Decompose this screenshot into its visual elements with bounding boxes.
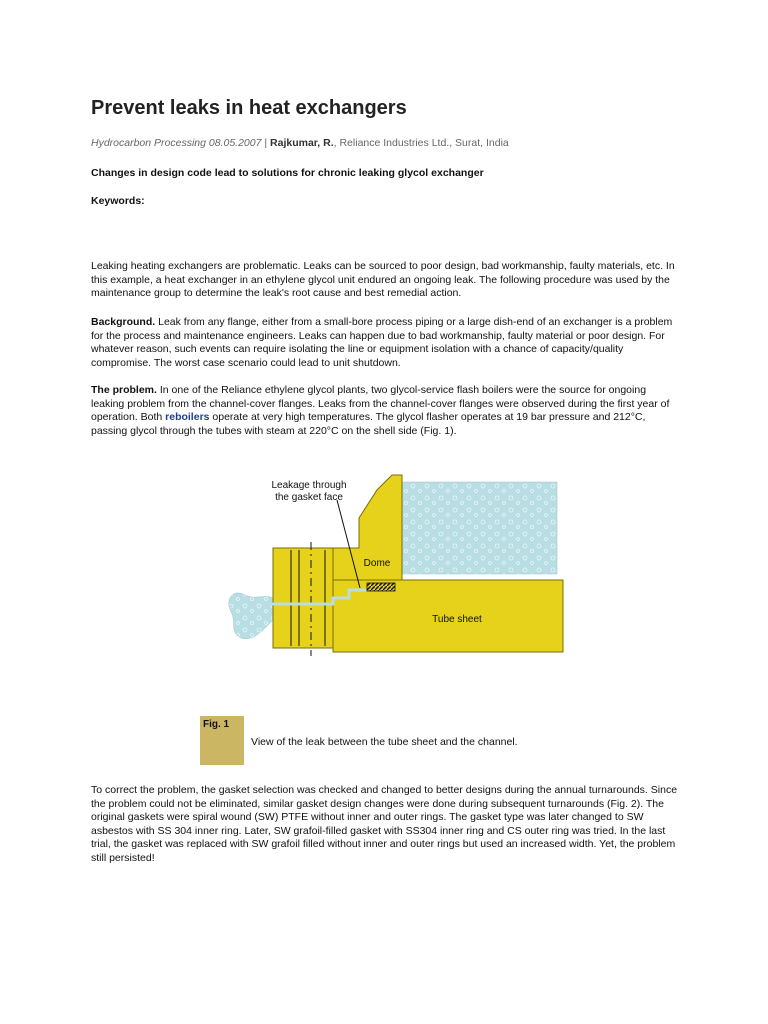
author-link[interactable]: Rajkumar, R. <box>270 137 334 149</box>
callout-line-2: the gasket face <box>275 492 343 503</box>
callout-line-1: Leakage through <box>271 480 347 491</box>
background-lead: Background. <box>91 316 156 328</box>
problem-body-1: In one of the Reliance ethylene glycol plants, two glycol-service flash boilers were the source for ongoing leaking problem from the channel-cover flanges. Leaks from the channel-cover flanges were observed during the first year of operation. Both <box>91 384 670 424</box>
leaking-fluid <box>229 593 273 639</box>
background-paragraph <box>91 316 681 370</box>
shell-fluid <box>402 482 557 574</box>
figure-label-box <box>200 716 244 765</box>
article-title: Prevent leaks in heat exchangers <box>91 97 407 119</box>
subheading: Changes in design code lead to solutions for chronic leaking glycol exchanger <box>91 167 484 179</box>
problem-paragraph <box>91 384 681 438</box>
figure-caption: View of the leak between the tube sheet and the channel. <box>251 736 518 748</box>
problem-body-2: operate at very high temperatures. The glycol flasher operates at 19 bar pressure and 212°C, passing glycol through the tubes with steam at 220°C on the shell side (Fig. 1). <box>91 411 646 437</box>
channel-flange <box>273 548 333 648</box>
affiliation: , Reliance Industries Ltd., Surat, India <box>333 137 509 149</box>
gasket <box>367 583 395 591</box>
byline-separator: | <box>261 137 271 149</box>
dome-label: Dome <box>363 558 391 569</box>
background-body: Leak from any flange, either from a small-bore process piping or a large dish-end of an exchanger is a problem for the process and maintenance engineers. Leaks can happen due to bad workmanship, faulty material or poor design. For whatever reason, such events can require isolating the line or equipment isolation with a chance of capacity/quality compromise. The worst case scenario could lead to unit shutdown. <box>91 316 673 369</box>
reboilers-link[interactable]: reboilers <box>165 411 210 424</box>
tubesheet-label: Tube sheet <box>432 614 482 625</box>
dome <box>333 475 402 594</box>
source: Hydrocarbon Processing 08.05.2007 <box>91 137 262 149</box>
problem-lead: The problem. <box>91 384 157 396</box>
keywords-label: Keywords: <box>91 195 145 207</box>
correction-paragraph: To correct the problem, the gasket selection was checked and changed to better designs during the annual turnarounds. Since the problem could not be eliminated, similar gasket design changes were done during subsequent turnarounds (Fig. 2). The original gaskets were spiral wound (SW) PTFE without inner and outer rings. The gasket type was later changed to SW asbestos with SS 304 inner ring. Later, SW grafoil-filled gasket with SS304 inner ring and CS outer ring was tried. In the last trial, the gasket was replaced with SW grafoil filled without inner and outer rings but used an increased width. Yet, the problem still persisted! <box>91 784 678 864</box>
intro-paragraph: Leaking heating exchangers are problematic. Leaks can be sourced to poor design, bad workmanship, faulty materials, etc. In this example, a heat exchanger in an ethylene glycol unit endured an ongoing leak. The following procedure was used by the maintenance group to determine the leak's root cause and best remedial action. <box>91 260 675 300</box>
figure-label: Fig. 1 <box>203 719 230 730</box>
leak-diagram <box>227 470 573 660</box>
byline <box>91 137 509 149</box>
